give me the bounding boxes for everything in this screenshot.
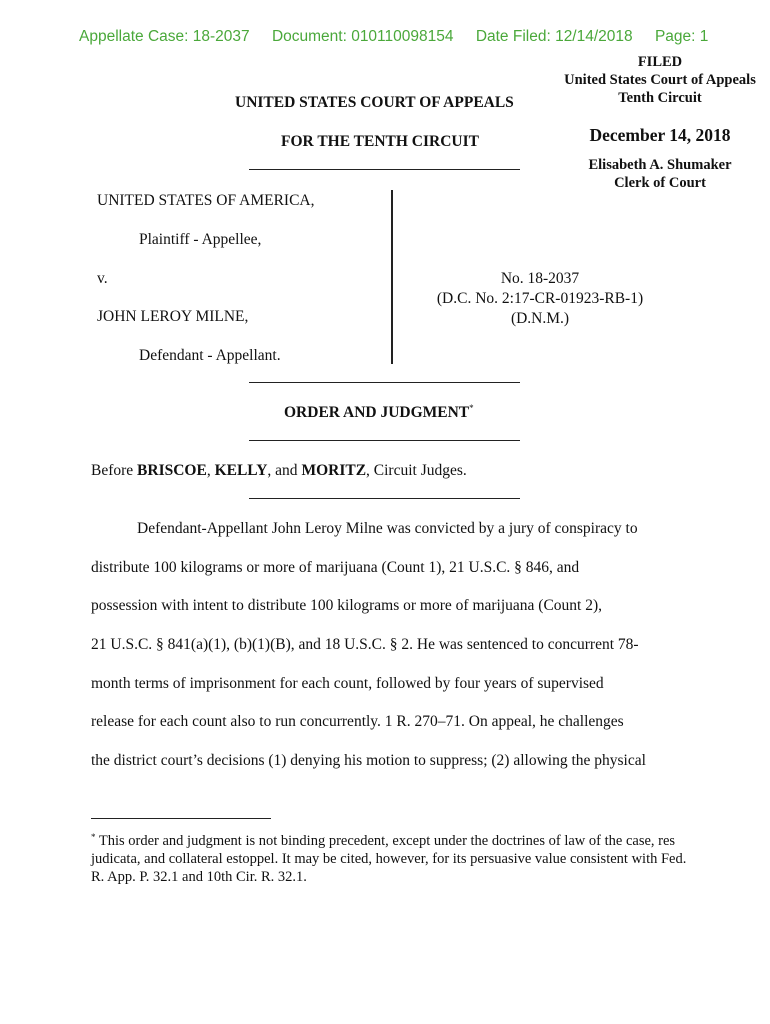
judge-name: KELLY bbox=[214, 462, 268, 479]
date-filed: Date Filed: 12/14/2018 bbox=[475, 28, 633, 45]
appeal-number: No. 18-2037 bbox=[500, 270, 580, 287]
district-name: (D.N.M.) bbox=[510, 310, 570, 327]
plaintiff-name: UNITED STATES OF AMERICA, bbox=[97, 192, 315, 209]
filed-date: December 14, 2018 bbox=[589, 125, 731, 145]
body-line: the district court’s decisions (1) denying his motion to suppress; (2) allowing the physical bbox=[91, 752, 646, 769]
circuit-title: FOR THE TENTH CIRCUIT bbox=[281, 133, 479, 150]
body-line: Defendant-Appellant John Leroy Milne was convicted by a jury of conspiracy to bbox=[137, 520, 638, 537]
plaintiff-role: Plaintiff - Appellee, bbox=[139, 231, 262, 248]
judge-name: BRISCOE bbox=[137, 462, 207, 479]
filed-label: FILED bbox=[637, 54, 683, 70]
footnote-text: This order and judgment is not binding precedent, except under the doctrines of law of the case, res judicata, and collateral estoppel. It may be cited, however, for its persuasive value consistent with Fed. R. App. P. 32.1 and 10th Cir. R. 32.1. bbox=[91, 833, 687, 885]
filed-court: United States Court of Appeals bbox=[564, 72, 756, 88]
body-line: month terms of imprisonment for each count, followed by four years of supervised bbox=[91, 675, 604, 692]
body-line: release for each count also to run concurrently. 1 R. 270–71. On appeal, he challenges bbox=[91, 713, 624, 730]
order-title bbox=[284, 403, 474, 422]
divider-rule bbox=[249, 498, 520, 499]
footnote-marker: * bbox=[469, 403, 474, 413]
judge-separator: , and bbox=[267, 462, 302, 479]
clerk-title: Clerk of Court bbox=[614, 175, 706, 191]
case-number-block bbox=[405, 269, 675, 329]
judge-name: MORITZ bbox=[301, 462, 367, 479]
footnote-rule bbox=[91, 818, 271, 819]
case-number: Appellate Case: 18-2037 bbox=[79, 28, 250, 45]
divider-rule bbox=[249, 169, 520, 170]
defendant-role: Defendant - Appellant. bbox=[139, 347, 281, 364]
clerk-name: Elisabeth A. Shumaker bbox=[588, 157, 732, 173]
filed-stamp bbox=[540, 53, 770, 192]
document-number: Document: 010110098154 bbox=[271, 28, 454, 45]
order-title-text: ORDER AND JUDGMENT bbox=[284, 404, 470, 421]
body-line: possession with intent to distribute 100 kilograms or more of marijuana (Count 2), bbox=[91, 597, 603, 614]
filing-header bbox=[79, 28, 726, 46]
defendant-name: JOHN LEROY MILNE, bbox=[97, 308, 249, 325]
footnote-mark: * bbox=[91, 832, 96, 842]
before-suffix: , Circuit Judges. bbox=[366, 462, 467, 479]
caption-divider bbox=[391, 190, 393, 364]
court-title: UNITED STATES COURT OF APPEALS bbox=[235, 94, 514, 111]
body-line: 21 U.S.C. § 841(a)(1), (b)(1)(B), and 18 U.S.C. § 2. He was sentenced to concurrent 78- bbox=[91, 636, 639, 653]
divider-rule bbox=[249, 382, 520, 383]
divider-rule bbox=[249, 440, 520, 441]
footnote bbox=[91, 828, 691, 886]
versus-label: v. bbox=[97, 270, 108, 287]
body-line: distribute 100 kilograms or more of marijuana (Count 1), 21 U.S.C. § 846, and bbox=[91, 559, 580, 576]
before-prefix: Before bbox=[91, 462, 138, 479]
page-number: Page: 1 bbox=[654, 28, 709, 45]
filed-circuit: Tenth Circuit bbox=[618, 90, 702, 106]
district-court-number: (D.C. No. 2:17-CR-01923-RB-1) bbox=[436, 290, 644, 307]
panel-judges bbox=[91, 462, 467, 480]
judge-separator: , bbox=[206, 462, 215, 479]
